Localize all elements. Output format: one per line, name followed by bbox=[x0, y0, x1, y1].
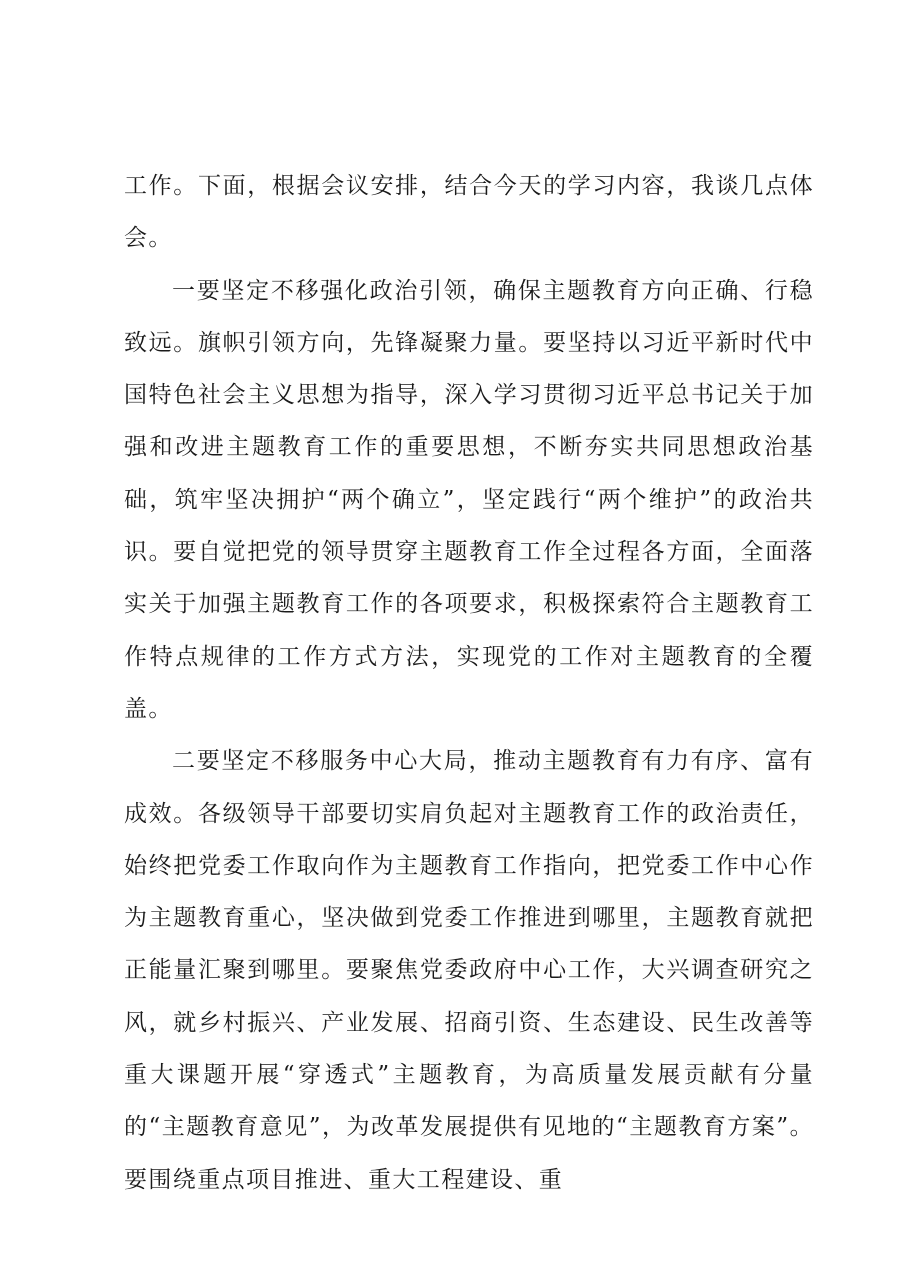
paragraph-point-one: 一要坚定不移强化政治引领，确保主题教育方向正确、行稳致远。旗帜引领方向，先锋凝聚力量。要坚持以习近平新时代中国特色社会主义思想为指导，深入学习贯彻习近平总书记关于加强和改进主题教育工作的重要思想，不断夯实共同思想政治基础，筑牢坚决拥护“两个确立”，坚定践行“两个维护”的政治共识。要自觉把党的领导贯穿主题教育工作全过程各方面，全面落实关于加强主题教育工作的各项要求，积极探索符合主题教育工作特点规律的工作方式方法，实现党的工作对主题教育的全覆盖。 bbox=[124, 277, 814, 722]
paragraph-point-two: 二要坚定不移服务中心大局，推动主题教育有力有序、富有成效。各级领导干部要切实肩负起对主题教育工作的政治责任，始终把党委工作取向作为主题教育工作指向，把党委工作中心作为主题教育重心，坚决做到党委工作推进到哪里，主题教育就把正能量汇聚到哪里。要聚焦党委政府中心工作，大兴调查研究之风，就乡村振兴、产业发展、招商引资、生态建设、民生改善等重大课题开展“穿透式”主题教育，为高质量发展贡献有分量的“主题教育意见”，为改革发展提供有见地的“主题教育方案”。要围绕重点项目推进、重大工程建设、重 bbox=[124, 748, 814, 1193]
paragraph-continuation: 工作。下面，根据会议安排，结合今天的学习内容，我谈几点体会。 bbox=[124, 173, 814, 252]
document-body bbox=[124, 160, 814, 1206]
